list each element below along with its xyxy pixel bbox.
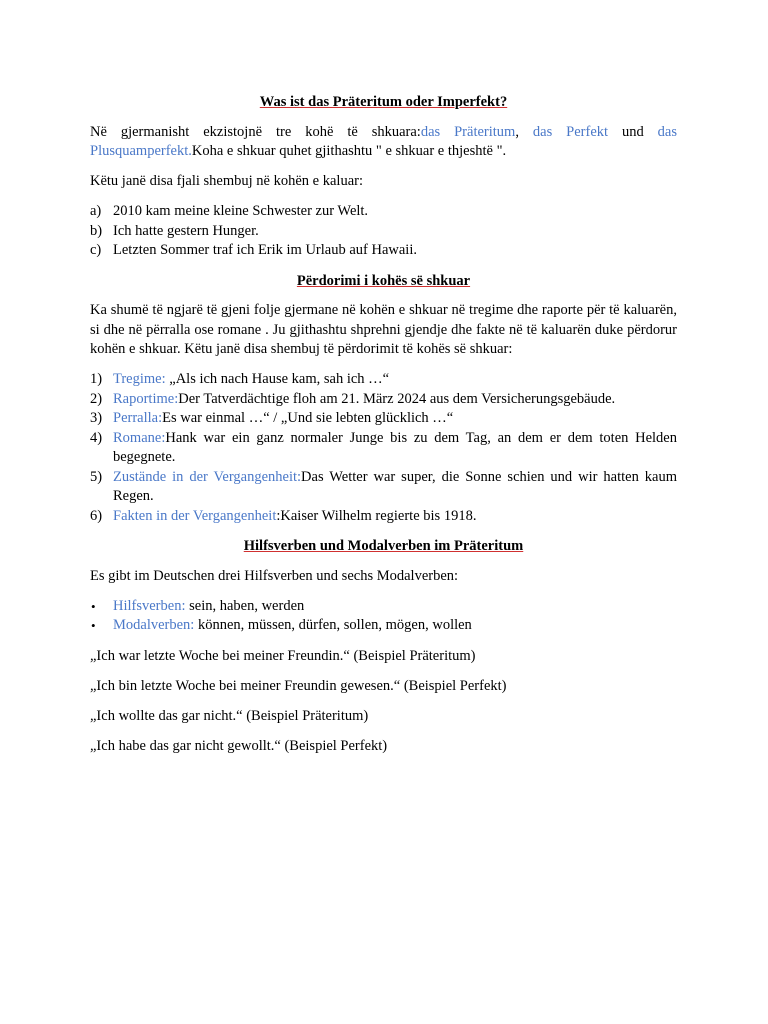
tense-link-praeteritum: das Präteritum bbox=[420, 123, 516, 140]
list-item bbox=[90, 409, 677, 429]
intro-text-1: Në gjermanisht ekzistojnë tre kohë të shkuara: bbox=[90, 123, 421, 140]
usage-list bbox=[90, 370, 677, 526]
example-quote: „Ich wollte das gar nicht.“ (Beispiel Präteritum) bbox=[90, 707, 369, 724]
usage-text: Es war einmal …“ / „Und sie lebten glücklich …“ bbox=[162, 410, 454, 426]
list-item bbox=[90, 507, 677, 527]
list-item bbox=[90, 429, 677, 468]
intro-text-2: Koha e shkuar quhet gjithashtu " e shkuar e thjeshtë ". bbox=[191, 143, 507, 159]
list-item bbox=[90, 616, 677, 636]
list-item bbox=[90, 390, 677, 410]
list-item-text: 2010 kam meine kleine Schwester zur Welt. bbox=[113, 203, 369, 219]
examples-intro: Këtu janë disa fjali shembuj në kohën e kaluar: bbox=[90, 173, 363, 189]
verbs-text: können, müssen, dürfen, sollen, mögen, wollen bbox=[194, 617, 472, 633]
list-item bbox=[90, 202, 677, 222]
intro-sep-2: und bbox=[608, 123, 658, 140]
bullet-marker: • bbox=[91, 618, 96, 633]
usage-label: Zustände in der Vergangenheit: bbox=[113, 468, 302, 485]
verbs-list bbox=[90, 597, 677, 636]
list-marker: b) bbox=[90, 222, 103, 239]
tense-link-plusquamperfekt: das Plusquamperfekt. bbox=[90, 123, 677, 159]
heading-verbs: Hilfsverben und Modalverben im Präteritum bbox=[243, 538, 524, 554]
usage-label: Raportime: bbox=[113, 390, 179, 407]
verbs-text: sein, haben, werden bbox=[185, 597, 305, 614]
examples-list bbox=[90, 202, 677, 261]
example-quote: „Ich war letzte Woche bei meiner Freundin.“ (Beispiel Präteritum) bbox=[90, 647, 476, 664]
list-item bbox=[90, 597, 677, 617]
document-content bbox=[90, 93, 677, 767]
bullet-marker: • bbox=[91, 598, 96, 614]
list-item-text: Letzten Sommer traf ich Erik im Urlaub auf Hawaii. bbox=[113, 242, 417, 258]
example-quote: „Ich bin letzte Woche bei meiner Freundin gewesen.“ (Beispiel Perfekt) bbox=[90, 677, 507, 694]
usage-label: Fakten in der Vergangenheit bbox=[113, 507, 277, 524]
usage-text: „Als ich nach Hause kam, sah ich …“ bbox=[165, 371, 390, 387]
list-marker: c) bbox=[90, 242, 102, 258]
verbs-intro: Es gibt im Deutschen drei Hilfsverben und sechs Modalverben: bbox=[90, 567, 459, 584]
tense-link-perfekt: das Perfekt bbox=[532, 123, 609, 140]
intro-paragraph bbox=[90, 123, 677, 162]
usage-text: Das Wetter war super, die Sonne schien und wir hatten kaum Regen. bbox=[113, 468, 677, 504]
usage-text: Hank war ein ganz normaler Junge bis zu dem Tag, an dem er dem toten Helden begegnete. bbox=[113, 429, 677, 465]
list-item bbox=[90, 468, 677, 507]
list-item bbox=[90, 241, 677, 261]
list-marker: 5) bbox=[90, 468, 103, 485]
list-item bbox=[90, 222, 677, 242]
usage-text: :Kaiser Wilhelm regierte bis 1918. bbox=[276, 507, 477, 524]
intro-sep-1: , bbox=[515, 123, 533, 140]
list-item-text: Ich hatte gestern Hunger. bbox=[113, 222, 259, 239]
usage-label: Romane: bbox=[113, 429, 166, 446]
verbs-label: Modalverben: bbox=[113, 617, 195, 633]
usage-text: Der Tatverdächtige floh am 21. März 2024 aus dem Versicherungsgebäude. bbox=[178, 390, 616, 407]
example-quote: „Ich habe das gar nicht gewollt.“ (Beispiel Perfekt) bbox=[90, 737, 388, 754]
usage-label: Tregime: bbox=[113, 371, 166, 387]
list-marker: 2) bbox=[90, 390, 103, 407]
list-item bbox=[90, 370, 677, 390]
list-marker: 4) bbox=[90, 429, 103, 446]
list-marker: a) bbox=[90, 203, 102, 219]
usage-label: Perralla: bbox=[113, 410, 163, 426]
list-marker: 6) bbox=[90, 507, 103, 524]
list-marker: 1) bbox=[90, 371, 103, 387]
usage-paragraph: Ka shumë të ngjarë të gjeni folje gjermane në kohën e shkuar në tregime dhe raporte për të kaluarën, si dhe në përralla ose romane . Ju gjithashtu shprehni gjendje dhe fakte në të kaluarën duke përdorur kohën e shkuar. Këtu janë disa shembuj të përdorimit të kohës së shkuar: bbox=[90, 302, 677, 357]
verbs-label: Hilfsverben: bbox=[113, 597, 186, 614]
list-marker: 3) bbox=[90, 410, 103, 426]
heading-usage: Përdorimi i kohës së shkuar bbox=[296, 272, 471, 289]
heading-praeteritum: Was ist das Präteritum oder Imperfekt? bbox=[259, 94, 508, 110]
